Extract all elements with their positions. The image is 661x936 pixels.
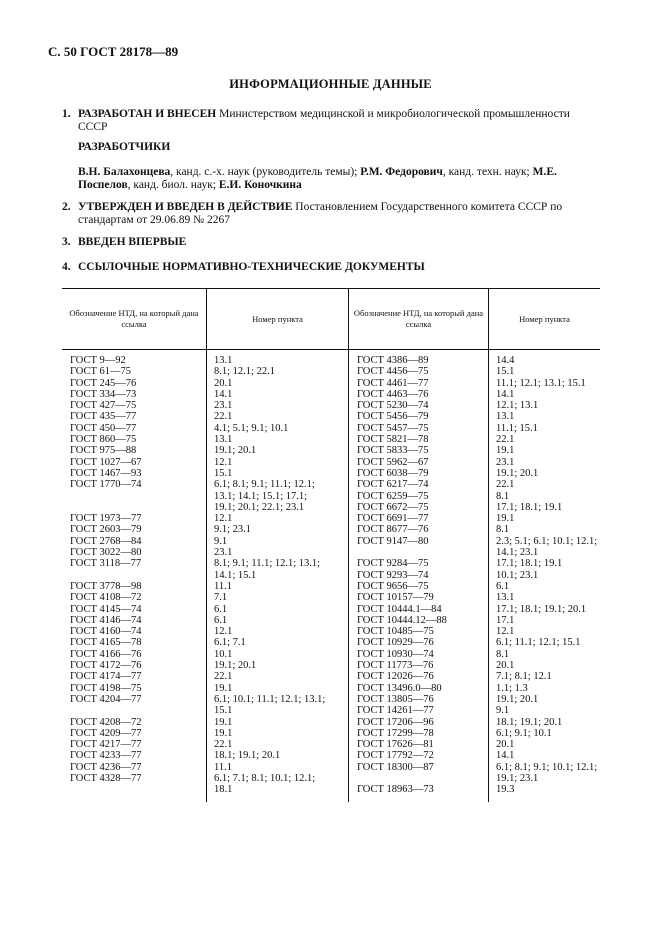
table-cell: ГОСТ 4236—77 <box>62 762 207 773</box>
column-header: Номер пункта <box>489 289 601 350</box>
table-cell: 19.1; 23.1 <box>496 772 539 784</box>
table-cell: ГОСТ 5456—79 <box>349 411 489 422</box>
table-row <box>62 637 600 648</box>
table-cell: 18.1 <box>207 784 349 795</box>
table-cell: 23.1 <box>207 400 349 411</box>
page-header: С. 50 ГОСТ 28178—89 <box>48 44 179 59</box>
table-cell: 13.1 <box>207 434 349 445</box>
table-cell: ГОСТ 3022—80 <box>62 547 207 558</box>
table-row <box>62 717 600 728</box>
table-cell: 19.1; 20.1; 22.1; 23.1 <box>207 502 349 513</box>
table-cell: ГОСТ 11773—76 <box>349 660 489 671</box>
table-cell: 13.1; 14.1; 15.1; 17.1; <box>207 491 349 502</box>
table-cell: ГОСТ 10157—79 <box>349 592 489 603</box>
table-cell: ГОСТ 61—75 <box>62 366 207 377</box>
table-cell: 22.1 <box>207 739 349 750</box>
section-3 <box>62 236 602 249</box>
table-cell: ГОСТ 6259—75 <box>349 491 489 502</box>
developer-name: М.Е. Поспелов <box>78 166 557 191</box>
table-row <box>62 524 600 535</box>
table-cell: ГОСТ 5230—74 <box>349 400 489 411</box>
document-title: ИНФОРМАЦИОННЫЕ ДАННЫЕ <box>229 77 432 91</box>
table-cell <box>349 773 489 784</box>
table-cell <box>62 570 207 581</box>
section-number: 3. <box>62 236 71 248</box>
table-row <box>62 468 600 479</box>
table-cell: 13.1 <box>207 350 349 367</box>
table-cell: ГОСТ 4463—76 <box>349 389 489 400</box>
table-row <box>62 479 600 490</box>
table-cell: 13.1 <box>496 592 515 604</box>
references-table <box>62 288 600 802</box>
table-cell: ГОСТ 17206—96 <box>349 717 489 728</box>
table-cell: ГОСТ 12026—76 <box>349 671 489 682</box>
table-cell: ГОСТ 1027—67 <box>62 457 207 468</box>
developers-list: В.Н. Балахонцева, канд. с.-х. наук (руководитель темы); Р.М. Федорович, канд. техн. наук; М.Е. Поспелов, канд. биол. наук; Е.И. Коночкина <box>78 166 557 191</box>
table-cell: 9.1 <box>496 705 510 717</box>
table-cell: 8.1; 12.1; 22.1 <box>207 366 349 377</box>
table-cell: 1.1; 1.3 <box>496 682 528 694</box>
table-cell: 11.1 <box>207 581 349 592</box>
table-cell <box>62 784 207 795</box>
table-cell: 17.1 <box>496 614 515 626</box>
table-row <box>62 558 600 569</box>
table-row <box>62 502 600 513</box>
table-cell: 8.1 <box>496 524 510 536</box>
table-cell: ГОСТ 18300—87 <box>349 762 489 773</box>
table-cell: ГОСТ 4166—76 <box>62 649 207 660</box>
section-heading: УТВЕРЖДЕН И ВВЕДЕН В ДЕЙСТВИЕ <box>78 201 293 213</box>
table-row <box>62 739 600 750</box>
table-cell: 2.3; 5.1; 6.1; 10.1; 12.1; <box>496 535 598 547</box>
table-cell: ГОСТ 18963—73 <box>349 784 489 795</box>
table-cell: ГОСТ 427—75 <box>62 400 207 411</box>
table-cell: 17.1; 18.1; 19.1; 20.1 <box>496 603 587 615</box>
table-cell: 12.1 <box>207 457 349 468</box>
developer-name: Р.М. Федорович <box>360 166 443 178</box>
table-cell <box>62 502 207 513</box>
table-cell: ГОСТ 4456—75 <box>349 366 489 377</box>
table-cell: 12.1; 13.1 <box>496 400 539 412</box>
table-cell: 20.1 <box>207 378 349 389</box>
table-cell: 19.1; 20.1 <box>207 660 349 671</box>
table-cell: 22.1 <box>496 479 515 491</box>
table-cell: 6.1; 8.1; 9.1; 10.1; 12.1; <box>496 761 598 773</box>
table-cell: ГОСТ 9—92 <box>62 350 207 367</box>
table-row <box>62 604 600 615</box>
table-cell: ГОСТ 4217—77 <box>62 739 207 750</box>
table-cell: ГОСТ 4233—77 <box>62 750 207 761</box>
table-cell: 14.1; 15.1 <box>207 570 349 581</box>
table-cell: 22.1 <box>496 434 515 446</box>
developer-name: Е.И. Коночкина <box>218 179 302 191</box>
table-cell: 19.1; 20.1 <box>207 445 349 456</box>
table-cell: ГОСТ 4174—77 <box>62 671 207 682</box>
table-cell: 23.1 <box>207 547 349 558</box>
table-cell: 6.1; 9.1; 10.1 <box>496 727 552 739</box>
table-cell: ГОСТ 5457—75 <box>349 423 489 434</box>
table-cell: 6.1 <box>207 615 349 626</box>
table-cell: 12.1 <box>207 513 349 524</box>
table-spacer-row <box>62 796 600 802</box>
table-cell: ГОСТ 450—77 <box>62 423 207 434</box>
table-cell: ГОСТ 860—75 <box>62 434 207 445</box>
table-cell <box>349 796 489 802</box>
table-row <box>62 581 600 592</box>
table-header-row <box>62 289 600 350</box>
developer-name: В.Н. Балахонцева <box>78 166 171 178</box>
table-cell: 11.1; 15.1 <box>496 422 538 434</box>
table-cell: 14.1 <box>207 389 349 400</box>
table-cell: 10.1 <box>207 649 349 660</box>
table-row <box>62 350 600 367</box>
table-row <box>62 762 600 773</box>
table-cell <box>489 796 601 802</box>
table-cell: 6.1 <box>207 604 349 615</box>
table-cell: ГОСТ 14261—77 <box>349 705 489 716</box>
table-cell: 14.1; 23.1 <box>496 547 539 559</box>
table-cell: ГОСТ 975—88 <box>62 445 207 456</box>
table-cell: ГОСТ 10929—76 <box>349 637 489 648</box>
table-cell: 14.1 <box>496 388 515 400</box>
table-cell: 9.1; 23.1 <box>207 524 349 535</box>
table-cell: ГОСТ 9284—75 <box>349 558 489 569</box>
table-cell: 19.1 <box>496 513 515 525</box>
table-row <box>62 366 600 377</box>
table-row <box>62 626 600 637</box>
table-row <box>62 728 600 739</box>
table-cell: 6.1 <box>496 580 510 592</box>
table-row <box>62 491 600 502</box>
table-cell: 8.1 <box>496 490 510 502</box>
column-header: Номер пункта <box>207 289 349 350</box>
table-cell <box>62 491 207 502</box>
table-cell: ГОСТ 4160—74 <box>62 626 207 637</box>
table-row <box>62 683 600 694</box>
table-row <box>62 513 600 524</box>
table-cell <box>62 796 207 802</box>
table-cell: 17.1; 18.1; 19.1 <box>496 501 563 513</box>
table-row <box>62 400 600 411</box>
table-row <box>62 547 600 558</box>
table-cell <box>62 705 207 716</box>
table-cell: ГОСТ 4146—74 <box>62 615 207 626</box>
table-cell: ГОСТ 9147—80 <box>349 536 489 547</box>
table-cell: ГОСТ 6038—79 <box>349 468 489 479</box>
table-cell: 4.1; 5.1; 9.1; 10.1 <box>207 423 349 434</box>
table-row <box>62 671 600 682</box>
column-header: Обозначение НТД, на который дана ссылка <box>62 289 207 350</box>
table-row <box>62 378 600 389</box>
table-cell: 19.1 <box>207 683 349 694</box>
table-cell: 22.1 <box>207 671 349 682</box>
table-row <box>62 389 600 400</box>
table-row <box>62 705 600 716</box>
table-row <box>62 592 600 603</box>
table-cell: ГОСТ 1973—77 <box>62 513 207 524</box>
column-header: Обозначение НТД, на который дана ссылка <box>349 289 489 350</box>
table-cell: ГОСТ 10485—75 <box>349 626 489 637</box>
table-cell: 6.1; 11.1; 12.1; 15.1 <box>496 637 581 649</box>
table-cell: ГОСТ 245—76 <box>62 378 207 389</box>
table-cell: ГОСТ 17792—72 <box>349 750 489 761</box>
table-cell: ГОСТ 8677—76 <box>349 524 489 535</box>
section-heading: ССЫЛОЧНЫЕ НОРМАТИВНО-ТЕХНИЧЕСКИЕ ДОКУМЕНТЫ <box>78 261 425 273</box>
table-cell: ГОСТ 6217—74 <box>349 479 489 490</box>
table-row <box>62 434 600 445</box>
table-cell: ГОСТ 3118—77 <box>62 558 207 569</box>
table-cell: 13.1 <box>496 411 515 423</box>
table-cell: 10.1; 23.1 <box>496 569 539 581</box>
table-row <box>62 750 600 761</box>
table-cell: 12.1 <box>496 626 515 638</box>
table-cell: ГОСТ 3778—98 <box>62 581 207 592</box>
table-cell: 18.1; 19.1; 20.1 <box>207 750 349 761</box>
table-cell: 8.1; 9.1; 11.1; 12.1; 13.1; <box>207 558 349 569</box>
table-cell <box>207 796 349 802</box>
table-cell: 7.1; 8.1; 12.1 <box>496 671 552 683</box>
table-cell: 6.1; 7.1 <box>207 637 349 648</box>
developers-heading: РАЗРАБОТЧИКИ <box>78 141 171 153</box>
table-cell: 19.1 <box>496 445 515 457</box>
table-row <box>62 615 600 626</box>
table-cell: ГОСТ 9656—75 <box>349 581 489 592</box>
table-cell: ГОСТ 6672—75 <box>349 502 489 513</box>
references-table-wrap <box>62 288 600 802</box>
table-row <box>62 423 600 434</box>
table-cell: 7.1 <box>207 592 349 603</box>
table-cell: ГОСТ 4198—75 <box>62 683 207 694</box>
table-cell <box>349 547 489 558</box>
table-cell: ГОСТ 4386—89 <box>349 350 489 367</box>
table-cell: ГОСТ 5962—67 <box>349 457 489 468</box>
table-cell: ГОСТ 10444.12—88 <box>349 615 489 626</box>
table-cell: ГОСТ 4208—72 <box>62 717 207 728</box>
section-number: 1. <box>62 108 71 120</box>
table-cell: ГОСТ 4145—74 <box>62 604 207 615</box>
section-2 <box>62 201 602 227</box>
table-cell: ГОСТ 2603—79 <box>62 524 207 535</box>
table-cell: 6.1; 7.1; 8.1; 10.1; 12.1; <box>207 773 349 784</box>
table-cell: 20.1 <box>496 660 515 672</box>
table-cell: ГОСТ 9293—74 <box>349 570 489 581</box>
table-cell: ГОСТ 4108—72 <box>62 592 207 603</box>
table-cell: ГОСТ 4165—78 <box>62 637 207 648</box>
table-row <box>62 660 600 671</box>
table-cell: ГОСТ 5833—75 <box>349 445 489 456</box>
table-cell: 6.1; 10.1; 11.1; 12.1; 13.1; <box>207 694 349 705</box>
table-row <box>62 570 600 581</box>
table-cell: 15.1 <box>207 468 349 479</box>
table-cell: 19.3 <box>496 784 515 796</box>
table-cell: 14.4 <box>496 355 515 366</box>
table-cell: ГОСТ 4172—76 <box>62 660 207 671</box>
table-cell: 20.1 <box>496 739 515 751</box>
table-body <box>62 350 600 802</box>
table-row <box>62 694 600 705</box>
table-cell: 11.1 <box>207 762 349 773</box>
table-cell: ГОСТ 13805—76 <box>349 694 489 705</box>
table-cell: 12.1 <box>207 626 349 637</box>
section-number: 2. <box>62 201 71 213</box>
section-1 <box>62 108 602 134</box>
table-cell: ГОСТ 17299—78 <box>349 728 489 739</box>
table-cell: 6.1; 8.1; 9.1; 11.1; 12.1; <box>207 479 349 490</box>
table-cell: 17.1; 18.1; 19.1 <box>496 558 563 570</box>
table-cell: ГОСТ 2768—84 <box>62 536 207 547</box>
table-cell: 23.1 <box>496 456 515 468</box>
section-4 <box>62 261 602 274</box>
table-cell: 15.1 <box>207 705 349 716</box>
table-cell: 18.1; 19.1; 20.1 <box>496 716 563 728</box>
table-cell: 8.1 <box>496 648 510 660</box>
section-number: 4. <box>62 261 71 273</box>
table-cell: ГОСТ 334—73 <box>62 389 207 400</box>
table-cell: ГОСТ 6691—77 <box>349 513 489 524</box>
table-cell: ГОСТ 4209—77 <box>62 728 207 739</box>
table-cell: ГОСТ 5821—78 <box>349 434 489 445</box>
table-cell: ГОСТ 4204—77 <box>62 694 207 705</box>
table-row <box>62 773 600 784</box>
table-cell: ГОСТ 435—77 <box>62 411 207 422</box>
table-cell: 9.1 <box>207 536 349 547</box>
table-cell: ГОСТ 1770—74 <box>62 479 207 490</box>
table-cell: 19.1; 20.1 <box>496 693 539 705</box>
table-row <box>62 457 600 468</box>
table-cell: 22.1 <box>207 411 349 422</box>
table-cell: 15.1 <box>496 366 515 378</box>
section-heading: ВВЕДЕН ВПЕРВЫЕ <box>78 236 187 248</box>
table-row <box>62 411 600 422</box>
table-row <box>62 649 600 660</box>
table-cell: ГОСТ 17626—81 <box>349 739 489 750</box>
table-cell: 19.1 <box>207 717 349 728</box>
table-cell: ГОСТ 10930—74 <box>349 649 489 660</box>
table-cell: 14.1 <box>496 750 515 762</box>
table-row <box>62 536 600 547</box>
table-row <box>62 445 600 456</box>
table-cell: 19.1; 20.1 <box>496 467 539 479</box>
table-cell: ГОСТ 10444.1—84 <box>349 604 489 615</box>
section-text: Постановлением Государственного комитета СССР по стандартам от 29.06.89 № 2267 <box>78 201 563 226</box>
table-cell: ГОСТ 1467—93 <box>62 468 207 479</box>
table-cell: 19.1 <box>207 728 349 739</box>
table-cell: ГОСТ 4328—77 <box>62 773 207 784</box>
table-cell: ГОСТ 13496.0—80 <box>349 683 489 694</box>
table-row <box>62 784 600 795</box>
section-text: Министерством медицинской и микробиологической промышленности СССР <box>78 108 570 133</box>
table-cell: 11.1; 12.1; 13.1; 15.1 <box>496 377 586 389</box>
table-cell: ГОСТ 4461—77 <box>349 378 489 389</box>
section-heading: РАЗРАБОТАН И ВНЕСЕН <box>78 108 217 120</box>
